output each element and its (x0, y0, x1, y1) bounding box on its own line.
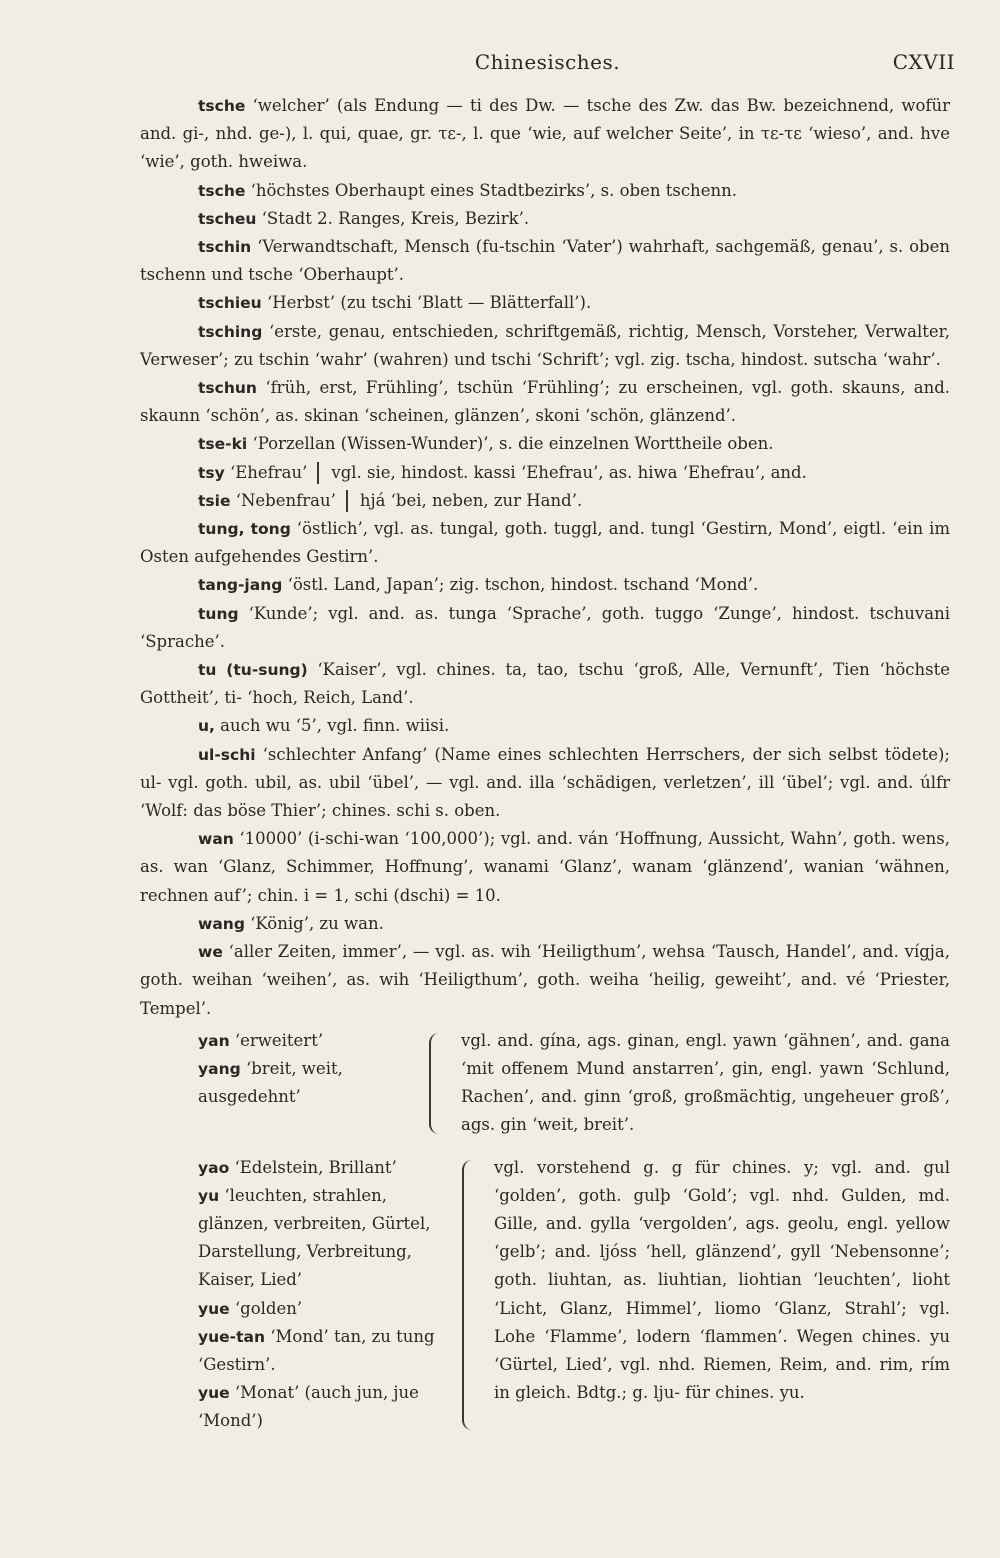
brace (317, 462, 325, 484)
group-headword-line (198, 1379, 458, 1435)
group-headword-line (198, 1154, 458, 1182)
definition: ‘schlechter Anfang’ (Name eines schlechten Herrschers, der sich selbst tödete); ul- vgl. goth. ubil, as. ubil ‘übel’, — vgl. and. illa ‘schädigen, verletzen’, ill ‘übel’; vgl. and. úlfr ‘Wolf: das böse Thier’; chines. schi s. oben. (140, 744, 950, 821)
headword: yu (198, 1186, 220, 1205)
definition: ‘östlich’, vgl. as. tungal, goth. tuggl, and. tungl ‘Gestirn, Mond’, eigtl. ‘ein im Osten aufgehendes Gestirn’. (140, 519, 950, 567)
brace (462, 1160, 486, 1430)
headword: we (198, 943, 223, 962)
headword: tsy (198, 463, 225, 482)
headword: tsche (198, 97, 246, 115)
brace (346, 490, 354, 512)
definition: ‘Kunde’; vgl. and. as. tunga ‘Sprache’, goth. tuggo ‘Zunge’, hindost. tschuvani ‘Sprache’. (140, 603, 950, 651)
definition: vgl. vorstehend g. g für chines. y; vgl. and. gul ‘golden’, goth. gulþ ‘Gold’; vgl. nhd. Gulden, md. Gille, and. gylla ‘vergolden’, ags. geolu, engl. yellow ‘gelb’; and. ljóss ‘hell, glänzend’, gyll ‘Nebensonne’; goth. liuhtan, as. liuhtian, liohtian ‘leuchten’, lioht ‘Licht, Glanz, Himmel’, liomo ‘Glanz, Strahl’; vgl. Lohe ‘Flamme’, lodern ‘flammen’. Wegen chines. yu ‘Gürtel, Lied’, vgl. nhd. Riemen, Reim, and. rim, rím in gleich. Bdtg.; g. lju- für chines. yu. (494, 1157, 950, 1403)
entry (140, 318, 950, 374)
page-header (140, 50, 955, 78)
entry (140, 92, 950, 177)
headword: tschin (198, 238, 252, 257)
group-headword-line (198, 1055, 425, 1111)
entry (140, 430, 950, 458)
headword: wang (198, 914, 245, 933)
entry (140, 177, 950, 205)
headword: u, (198, 717, 215, 736)
definition: ‘König’, zu wan. (244, 913, 384, 933)
headword: yan (198, 1031, 230, 1050)
definition: ‘Kaiser’, vgl. chines. ta, tao, tschu ‘groß, Alle, Vernunft’, Tien ‘höchste Gottheit’, ti- ‘hoch, Reich, Land’. (140, 660, 951, 708)
dictionary-body (140, 92, 950, 1436)
headword: tu (tu-sung) (198, 661, 308, 680)
definition-tail: vgl. sie, hindost. kassi ‘Ehefrau’, as. hiwa ‘Ehefrau’, and. (331, 462, 807, 482)
definition: auch wu ‘5’, vgl. finn. wiisi. (214, 716, 450, 736)
entry (140, 938, 950, 1023)
headword: tang-jang (198, 576, 283, 595)
definition: ‘östl. Land, Japan’; zig. tschon, hindost. tschand ‘Mond’. (282, 575, 759, 595)
entry (140, 910, 950, 938)
group-headwords (140, 1154, 458, 1436)
entry (140, 487, 950, 515)
brace (429, 1033, 453, 1134)
grouped-entry-yao-yue (140, 1154, 950, 1436)
definition: ‘breit, weit, ausgedehnt’ (198, 1058, 343, 1107)
definition: ‘10000’ (i-schi-wan ‘100,000’); vgl. and. ván ‘Hoffnung, Aussicht, Wahn’, goth. wens, as. wan ‘Glanz, Schimmer, Hoffnung’, wanami ‘Glanz’, wanam ‘glänzend’, wanian ‘wähnen, rechnen auf’; chin. i = 1, schi (dschi) = 10. (140, 829, 950, 905)
headword: tsching (198, 322, 263, 341)
entry (140, 515, 950, 571)
headword: tsie (198, 491, 231, 510)
entry (140, 289, 950, 317)
headword: tsche (198, 181, 246, 200)
definition: ‘Monat’ (auch jun, jue ‘Mond’) (198, 1383, 419, 1431)
entry (140, 600, 950, 656)
headword: yue-tan (198, 1327, 265, 1346)
definition: ‘welcher’ (als Endung — ti des Dw. — tsche des Zw. das Bw. bezeichnend, wofür and. gi-, nhd. ge-), l. qui, quae, gr. τε-, l. que ‘wie, auf welcher Seite’, in τε-τε ‘wieso’, and. hve ‘wie’, goth. hweiwa. (140, 96, 950, 172)
definition: ‘Nebenfrau’ (230, 490, 336, 510)
definition: ‘aller Zeiten, immer’, — vgl. as. wih ‘Heiligthum’, wehsa ‘Tausch, Handel’, and. vígja, goth. weihan ‘weihen’, as. wih ‘Heiligthum’, goth. weiha ‘heilig, geweiht’, and. vé ‘Priester, Tempel’. (140, 942, 950, 1018)
headword: tschun (198, 379, 257, 398)
headword: tschieu (198, 294, 262, 313)
grouped-entry-yan-yang (140, 1027, 950, 1140)
headword: tung (198, 604, 239, 623)
definition: ‘Verwandtschaft, Mensch (fu-tschin ‘Vater’) wahrhaft, sachgemäß, genau’, s. oben tschenn und tsche ‘Oberhaupt’. (140, 237, 950, 285)
running-title: Chinesisches. (474, 50, 621, 74)
headword: tung, tong (198, 520, 291, 539)
headword: yue (198, 1384, 230, 1403)
headword: tse-ki (198, 435, 248, 454)
definition: ‘leuchten, strahlen, glänzen, verbreiten, Gürtel, Darstellung, Verbreitung, Kaiser, Lied’ (198, 1185, 431, 1290)
entry (140, 712, 950, 740)
headword: yang (198, 1059, 241, 1078)
headword: wan (198, 830, 234, 849)
definition: ‘Stadt 2. Ranges, Kreis, Bezirk’. (256, 208, 530, 228)
definition: ‘Porzellan (Wissen-Wunder)’, s. die einzelnen Worttheile oben. (247, 434, 774, 454)
definition: ‘Ehefrau’ (224, 462, 308, 482)
group-etymology (494, 1154, 950, 1436)
group-etymology (461, 1027, 950, 1140)
definition: ‘Herbst’ (zu tschi ‘Blatt — Blätterfall’). (261, 293, 592, 313)
group-headword-line (198, 1295, 458, 1323)
entry (140, 656, 950, 712)
entry (140, 741, 950, 826)
definition: ‘Edelstein, Brillant’ (229, 1157, 397, 1177)
headword: yue (198, 1299, 230, 1318)
entry (140, 825, 950, 910)
page-number: CXVII (892, 50, 955, 74)
definition: ‘Mond’ tan, zu tung ‘Gestirn’. (198, 1326, 435, 1374)
definition-tail: hjá ‘bei, neben, zur Hand’. (359, 490, 583, 510)
definition: ‘golden’ (229, 1298, 303, 1318)
entry (140, 374, 950, 430)
definition: ‘erste, genau, entschieden, schriftgemäß, richtig, Mensch, Vorsteher, Verwalter, Verweser’; zu tschin ‘wahr’ (wahren) und tschi ‘Schrift’; vgl. zig. tscha, hindost. sutscha ‘wahr’. (140, 321, 950, 369)
headword: yao (198, 1158, 230, 1177)
entry (140, 233, 950, 289)
headword: ul-schi (198, 745, 256, 764)
definition: ‘höchstes Oberhaupt eines Stadtbezirks’, s. oben tschenn. (245, 180, 737, 200)
definition: ‘früh, erst, Frühling’, tschün ‘Frühling’; zu erscheinen, vgl. goth. skauns, and. skaunn ‘schön’, as. skinan ‘scheinen, glänzen’, skoni ‘schön, glänzend’. (140, 378, 950, 426)
group-headword-line (198, 1182, 458, 1295)
group-headword-line (198, 1323, 458, 1379)
entry (140, 459, 950, 487)
entry (140, 571, 950, 599)
definition: vgl. and. gína, ags. ginan, engl. yawn ‘gähnen’, and. gana ‘mit offenem Mund anstarren’, gin, engl. yawn ‘Schlund, Rachen’, and. ginn ‘groß, großmächtig, ungeheuer groß’, ags. gin ‘weit, breit’. (461, 1030, 950, 1135)
definition: ‘erweitert’ (229, 1030, 324, 1050)
group-headword-line (198, 1027, 425, 1055)
entry (140, 205, 950, 233)
group-headwords (140, 1027, 425, 1140)
headword: tscheu (198, 209, 257, 228)
